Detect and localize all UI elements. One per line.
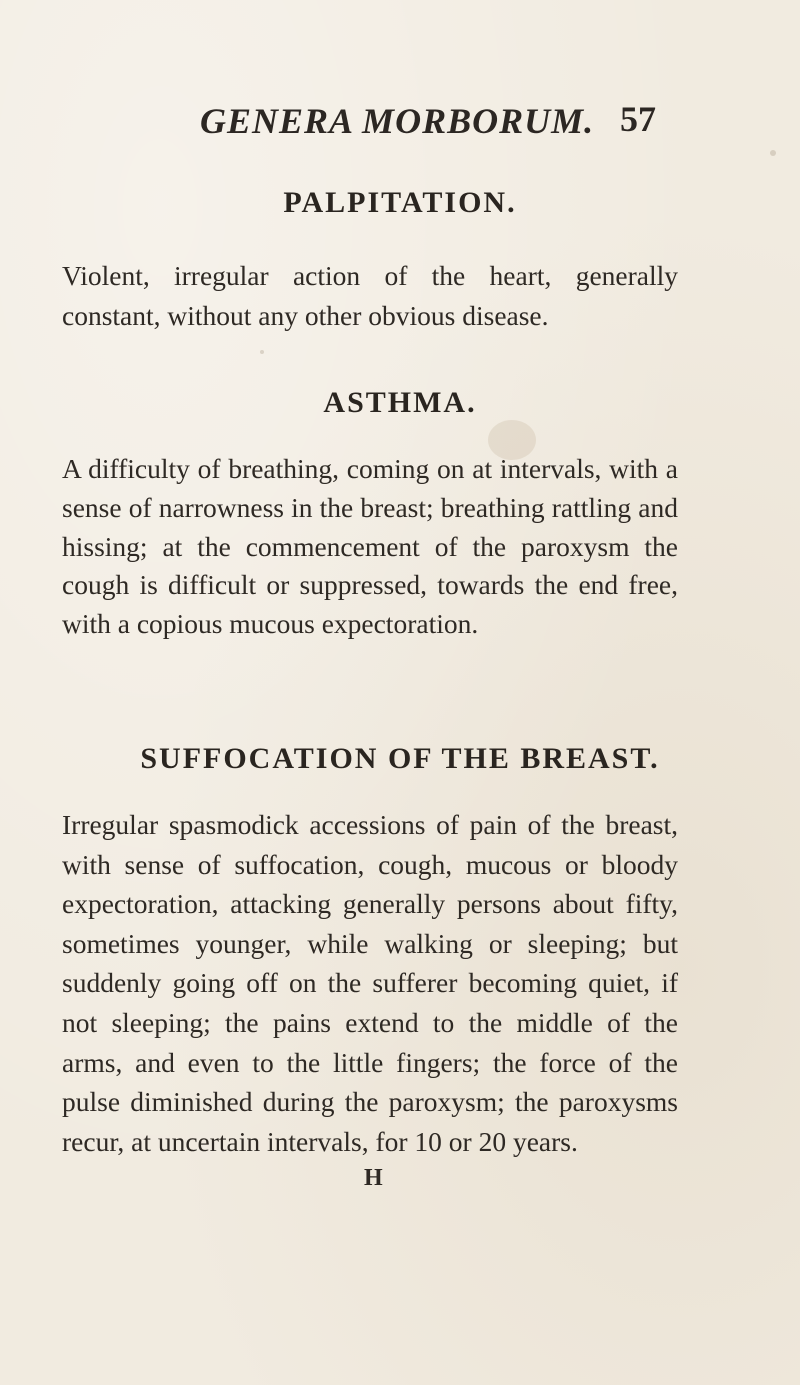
paper-stain — [260, 350, 264, 354]
page-number: 57 — [620, 99, 656, 139]
section-heading-asthma: ASTHMA. — [323, 386, 477, 419]
running-title: GENERA MORBORUM. — [200, 101, 595, 141]
paper-stain — [770, 150, 776, 156]
section-text-asthma: A difficulty of breathing, coming on at intervals, with a sense of narrowness in the breast; breathing rattling and hissing; at the commencement of the paroxysm the cough is difficult or suppressed, towards the end free, with a copious mucous expectoration. — [62, 453, 678, 640]
paper-stain — [488, 420, 536, 460]
section-heading-suffocation: SUFFOCATION OF THE BREAST. — [140, 742, 660, 775]
signature-mark: H — [364, 1165, 383, 1191]
section-text-palpitation: Violent, irregular action of the heart, generally constant, without any other obvious disease. — [62, 260, 678, 331]
section-text-suffocation: Irregular spasmodick accessions of pain of the breast, with sense of suffocation, cough, mucous or bloody expectoration, attacking generally persons about fifty, sometimes younger, while walking or sleeping; but suddenly going off on the sufferer becoming quiet, if not sleeping; the pains extend to the middle of the arms, and even to the little fingers; the force of the pulse diminished during the paroxysm; the paroxysms recur, at uncertain intervals, for 10 or 20 years. — [62, 809, 678, 1157]
section-heading-palpitation: PALPITATION. — [283, 186, 517, 219]
running-header — [0, 78, 800, 141]
